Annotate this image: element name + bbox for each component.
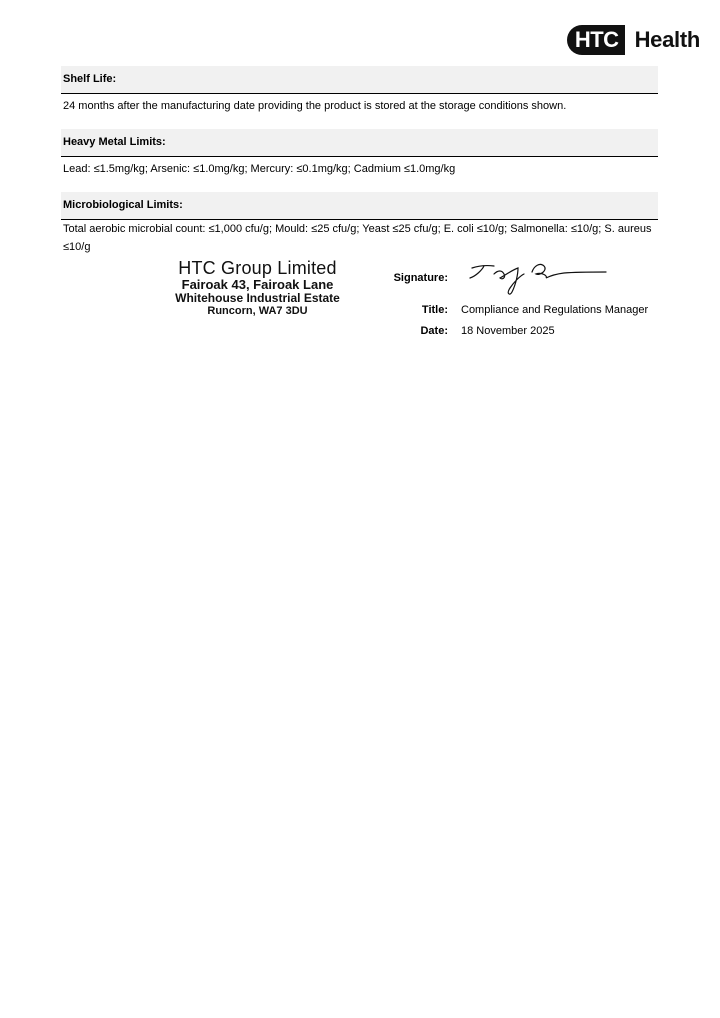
stamp-company-name: HTC Group Limited xyxy=(178,258,337,278)
company-stamp xyxy=(165,259,350,317)
logo-wordmark: Health xyxy=(634,27,700,52)
handwritten-signature xyxy=(460,258,610,298)
stamp-address-line-3: Runcorn, WA7 3DU xyxy=(207,305,308,317)
date-value: 18 November 2025 xyxy=(461,325,555,337)
logo-pill: HTC xyxy=(567,25,625,55)
shelf-life-text: 24 months after the manufacturing date providing the product is stored at the storage conditions shown. xyxy=(63,100,567,112)
date-label: Date: xyxy=(420,325,448,337)
shelf-life-section xyxy=(61,66,658,115)
heavy-metal-section xyxy=(61,129,658,178)
stamp-address-line-2: Whitehouse Industrial Estate xyxy=(175,291,340,305)
heavy-metal-heading: Heavy Metal Limits: xyxy=(61,129,658,157)
shelf-life-heading: Shelf Life: xyxy=(61,66,658,94)
signature-label: Signature: xyxy=(393,272,448,284)
heavy-metal-text: Lead: ≤1.5mg/kg; Arsenic: ≤1.0mg/kg; Mercury: ≤0.1mg/kg; Cadmium ≤1.0mg/kg xyxy=(63,163,456,175)
title-label: Title: xyxy=(421,304,448,316)
microbiological-section xyxy=(61,192,658,256)
microbiological-heading: Microbiological Limits: xyxy=(61,192,658,220)
htc-health-logo xyxy=(567,24,700,56)
microbiological-text: Total aerobic microbial count: ≤1,000 cfu/g; Mould: ≤25 cfu/g; Yeast ≤25 cfu/g; E. coli ≤10/g; Salmonella: ≤10/g; S. aureus ≤10/g xyxy=(63,223,652,253)
stamp-address-line-1: Fairoak 43, Fairoak Lane xyxy=(181,277,334,292)
title-value: Compliance and Regulations Manager xyxy=(461,304,649,316)
